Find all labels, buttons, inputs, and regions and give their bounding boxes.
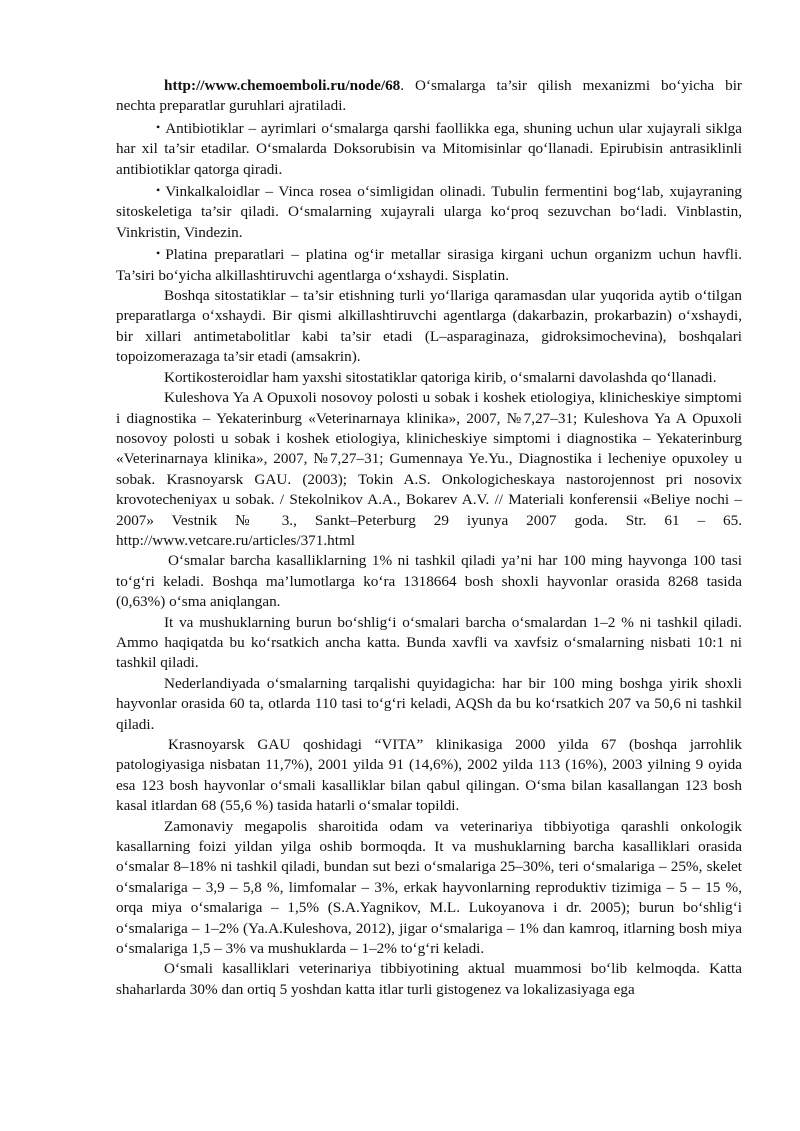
document-page — [116, 76, 742, 1000]
bullet-item-antibiotics: • Antibiotiklar – ayrimlari o‘smalarga qarshi faollikka ega, shuning uchun ular xujayrali siklga har xil ta’sir etadilar. O‘smalarda Doksorubisin va Mitomisinlar qo‘llanadi. Epirubisin antrasiklinli antibiotiklar qatorga qiradi. — [116, 119, 742, 178]
bullet-item-platinum: • Platina preparatlari – platina og‘ir metallar sirasiga kirgani uchun organizm uchun havfli. Ta’siri bo‘yicha alkillashtiruvchi agentlarga o‘xshaydi. Sisplatin. — [116, 246, 742, 284]
paragraph-references: Kuleshova Ya A Opuxoli nosovoy polosti u sobak i koshek etiologiya, klinicheskiye simptomi i diagnostika – Yekaterinburg «Veterinarnaya klinika», 2007, №7,27–31; Kuleshova Ya A Opuxoli nosovoy polosti u sobak i koshek etiologiya, klinicheskiye simptomi i diagnostika – Yekaterinburg «Veterinarnaya klinika», 2007, №7,27–31; Gumennaya Ye.Yu., Diagnostika i lecheniye opuxoley u sobak. Krasnoyarsk GAU. (2003); Tokin A.S. Onkologicheskaya nastorojennost pri nosovix krovotecheniyax u sobak. / Stekolnikov A.A., Bokarev A.V. // Materiali konferensii «Beliye nochi – 2007» Vestnik № 3., Sankt–Peterburg 29 iyunya 2007 goda. Str. 61 – 65. http://www.vetcare.ru/articles/371.html — [116, 389, 742, 549]
bullet-icon: • — [156, 246, 161, 261]
paragraph-other-cytostatics: Boshqa sitostatiklar – ta’sir etishning turli yo‘llariga qaramasdan ular yuqorida aytib o‘tilgan preparatlarga o‘xshaydi. Bir qismi alkillashtiruvchi agentlarga (dakarbazin, prokarbazin) o‘xshaydi, bir xillari antimetabolitlar kabi ta’sir etadi (L–asparaginaza, gidroksimochevina), boshqalari topoizomerazaga ta’sir etadi (amsakrin). — [116, 287, 742, 366]
paragraph-actual-problem: O‘smali kasalliklari veterinariya tibbiyotining aktual muammosi bo‘lib kelmoqda. Katta shaharlarda 30% dan ortiq 5 yoshdan katta itlar turli gistogenez va lokalizasiyaga ega — [116, 960, 742, 998]
source-link[interactable]: http://www.chemoemboli.ru/node/68 — [164, 77, 401, 94]
bullet-icon: • — [156, 183, 161, 198]
paragraph-intro-text: . O‘smalarga ta’sir qilish mexanizmi bo‘yicha bir nechta preparatlar guruhlari ajratiladi. — [116, 77, 742, 115]
bullet-icon: • — [156, 119, 161, 134]
paragraph-megapolis: Zamonaviy megapolis sharoitida odam va veterinariya tibbiyotiga qarashli onkologik kasallarning foizi yildan yilga oshib bormoqda. It va mushuklarning barcha kasalliklari orasida o‘smalar 8–18% ni tashkil qiladi, bundan sut bezi o‘smalariga 25–30%, teri o‘smalariga – 25%, skelet o‘smalariga – 3,9 – 5,8 %, limfomalar – 3%, erkak hayvonlarning reproduktiv tizimiga – 5 – 15 %, orqa miya o‘smalariga – 1,5% (S.A.Yagnikov, M.L. Lukoyanova i dr. 2005); burun bo‘shlig‘i o‘smalariga – 1–2% (Ya.A.Kuleshova, 2012), jigar o‘smalariga – 1% dan kamroq, itlarning bosh miya o‘smalariga 1,5 – 3% va mushuklarda – 1–2% to‘g‘ri keladi. — [116, 817, 742, 958]
paragraph-corticosteroids: Kortikosteroidlar ham yaxshi sitostatiklar qatoriga kirib, o‘smalarni davolashda qo‘llanadi. — [164, 368, 717, 386]
paragraph-netherlands: Nederlandiyada o‘smalarning tarqalishi quyidagicha: har bir 100 ming boshga yirik shoxli hayvonlar orasida 60 ta, otlarda 110 tasi to‘g‘ri keladi, AQSh da bu ko‘rsatkich 207 va 50,6 ni tashkil qiladi. — [116, 674, 742, 733]
paragraph-vita-clinic: Krasnoyarsk GAU qoshidagi “VITA” klinikasiga 2000 yilda 67 (boshqa jarrohlik patologiyasiga nisbatan 11,7%), 2001 yilda 91 (14,6%), 2002 yilda 113 (16%), 2003 yilning 9 oyida esa 123 bosh hayvonlar o‘smali kasalliklar bilan qabul qilingan. O‘sma bilan kasallangan 123 bosh kasal itlardan 68 (55,6 %) tasida hatarli o‘smalar topildi. — [116, 736, 742, 815]
bullet-item-vinca-alkaloids: • Vinkalkaloidlar – Vinca rosea o‘simligidan olinadi. Tubulin fermentini bog‘lab, xujayraning sitoskeletiga ta’sir qiladi. O‘smalarning xujayrali ularga ko‘proq sezuvchan bo‘ladi. Vinblastin, Vinkristin, Vindezin. — [116, 183, 742, 241]
paragraph-tumor-frequency: O‘smalar barcha kasalliklarning 1% ni tashkil qiladi ya’ni har 100 ming hayvonga 100 tasi to‘g‘ri keladi. Boshqa ma’lumotlarga ko‘ra 1318664 bosh shoxli hayvonlar orasida 8268 tasida (0,63%) o‘sma aniqlangan. — [116, 552, 742, 611]
paragraph-intro — [116, 76, 742, 117]
paragraph-nasal-tumors: It va mushuklarning burun bo‘shlig‘i o‘smalari barcha o‘smalardan 1–2 % ni tashkil qiladi. Ammo haqiqatda bu ko‘rsatkich ancha katta. Bunda xavfli va xavfsiz o‘smalarning nisbati 10:1 ni tashkil qiladi. — [116, 613, 742, 672]
